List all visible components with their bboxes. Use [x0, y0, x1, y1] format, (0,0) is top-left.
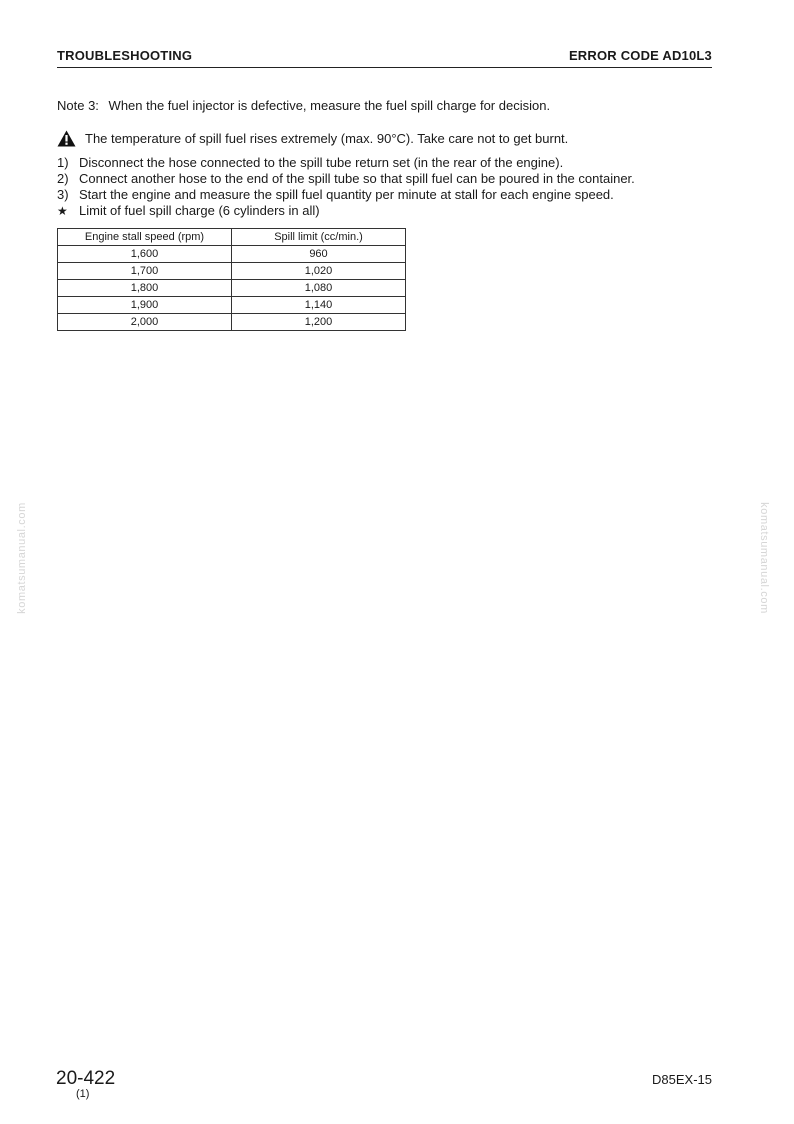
table-row — [58, 314, 406, 331]
table-row — [58, 263, 406, 280]
model-code: D85EX-15 — [652, 1072, 712, 1087]
watermark-right: komatsumanual.com — [757, 502, 770, 614]
warning-triangle-icon — [57, 130, 76, 147]
spill-limit-cell: 1,140 — [232, 297, 406, 314]
error-code-title: ERROR CODE AD10L3 — [568, 48, 712, 63]
step-item — [57, 187, 635, 203]
step-text: Disconnect the hose connected to the spill tube return set (in the rear of the engine). — [79, 155, 564, 170]
table-row — [58, 246, 406, 263]
spill-limit-cell: 1,080 — [232, 280, 406, 297]
table-header-row — [58, 229, 406, 246]
note-label: Note 3: — [57, 98, 99, 113]
procedure-steps — [57, 155, 635, 219]
stall-speed-cell: 1,900 — [58, 297, 232, 314]
column-header-stall-speed: Engine stall speed (rpm) — [58, 229, 232, 246]
header-divider — [57, 67, 712, 68]
step-number: 3) — [57, 187, 69, 202]
step-item — [57, 155, 635, 171]
step-number: 1) — [57, 155, 69, 170]
step-item — [57, 171, 635, 187]
step-number: 2) — [57, 171, 69, 186]
table-row — [58, 297, 406, 314]
table-row — [58, 280, 406, 297]
step-text: Start the engine and measure the spill fuel quantity per minute at stall for each engine speed. — [79, 187, 614, 202]
section-title: TROUBLESHOOTING — [57, 48, 193, 63]
watermark-left: komatsumanual.com — [15, 502, 28, 614]
spill-limit-cell: 1,200 — [232, 314, 406, 331]
spill-limit-table — [57, 228, 406, 331]
warning — [57, 130, 568, 147]
stall-speed-cell: 1,700 — [58, 263, 232, 280]
spill-limit-cell: 1,020 — [232, 263, 406, 280]
spill-limit-cell: 960 — [232, 246, 406, 263]
star-note-text: Limit of fuel spill charge (6 cylinders in all) — [79, 203, 320, 218]
column-header-spill-limit: Spill limit (cc/min.) — [232, 229, 406, 246]
star-note — [57, 203, 635, 219]
star-icon: ★ — [57, 204, 68, 218]
step-text: Connect another hose to the end of the spill tube so that spill fuel can be poured in the container. — [79, 171, 635, 186]
revision-number: (1) — [76, 1088, 90, 1100]
page-number: 20-422 — [56, 1068, 116, 1089]
stall-speed-cell: 1,800 — [58, 280, 232, 297]
stall-speed-cell: 1,600 — [58, 246, 232, 263]
warning-text: The temperature of spill fuel rises extremely (max. 90°C). Take care not to get burnt. — [85, 131, 569, 146]
note — [57, 98, 550, 113]
stall-speed-cell: 2,000 — [58, 314, 232, 331]
note-text: When the fuel injector is defective, measure the fuel spill charge for decision. — [108, 98, 551, 113]
